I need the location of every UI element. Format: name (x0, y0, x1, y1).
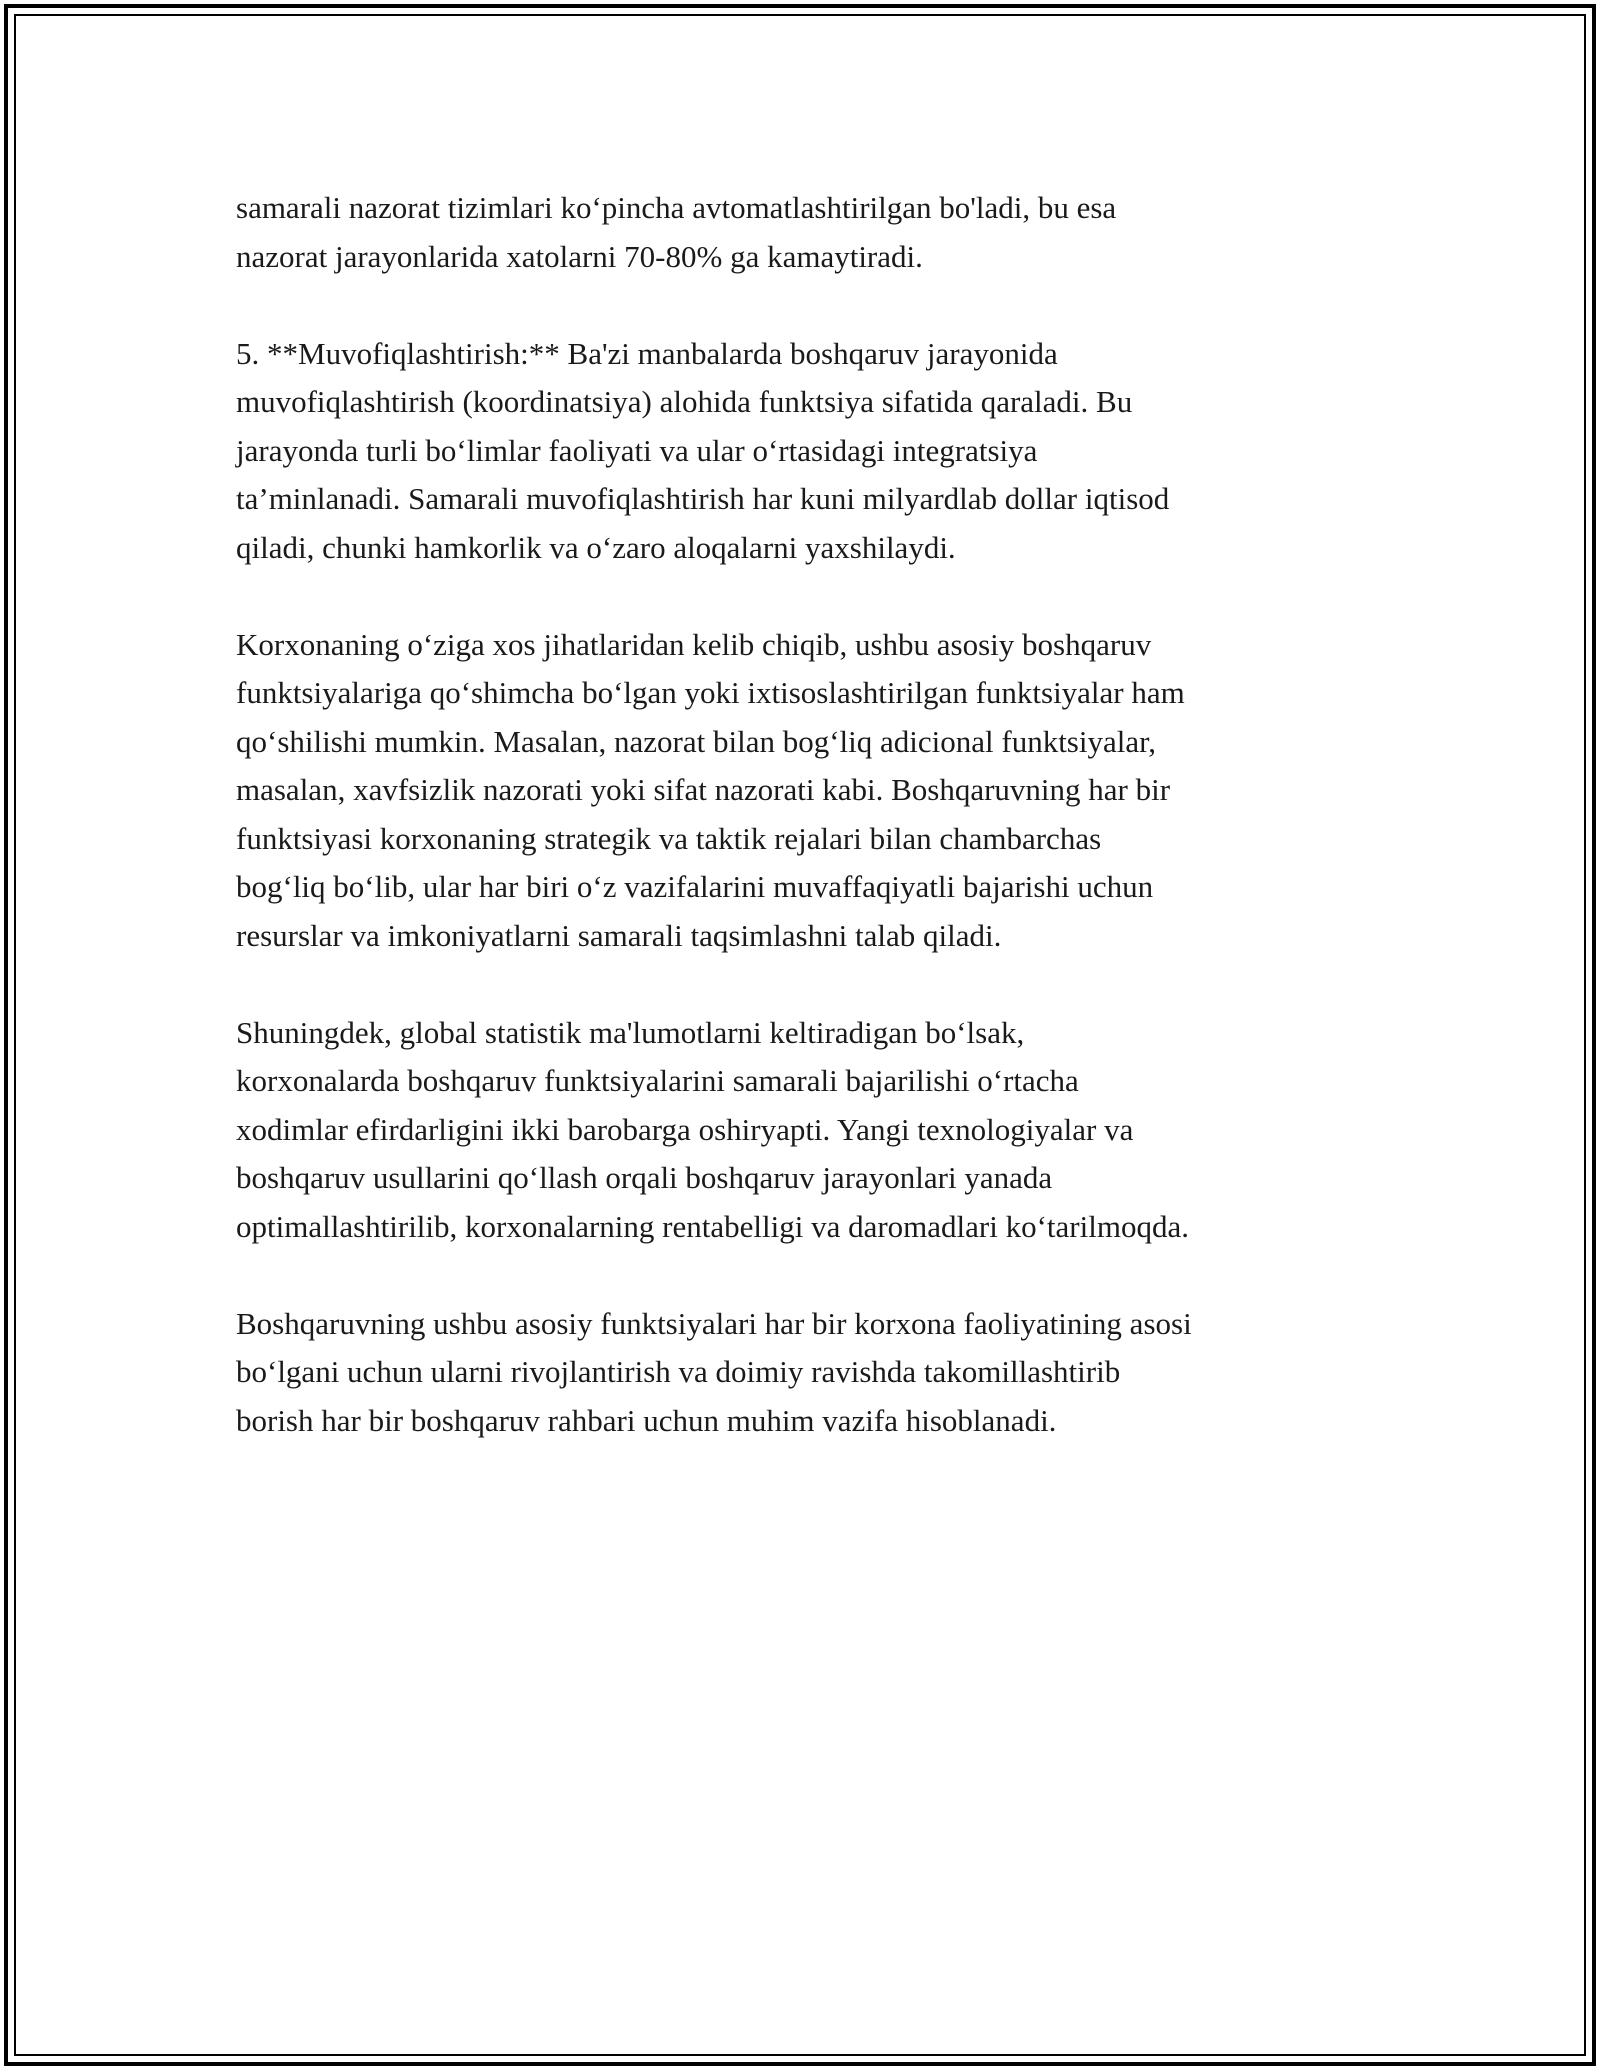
text-line: Shuningdek, global statistik ma'lumotlarni keltiradigan boʻlsak, (236, 1014, 1025, 1050)
text-line: qiladi, chunki hamkorlik va oʻzaro aloqalarni yaxshilaydi. (236, 529, 956, 565)
text-line: funktsiyasi korxonaning strategik va taktik rejalari bilan chambarchas (236, 820, 1102, 856)
paragraph-control-systems (236, 184, 1376, 281)
text-line: qoʻshilishi mumkin. Masalan, nazorat bilan bogʻliq adicional funktsiyalar, (236, 723, 1156, 759)
text-line: borish har bir boshqaruv rahbari uchun muhim vazifa hisoblanadi. (236, 1402, 1057, 1438)
paragraph-global-statistics (236, 1009, 1376, 1252)
text-line: ta’minlanadi. Samarali muvofiqlashtirish har kuni milyardlab dollar iqtisod (236, 481, 1170, 516)
paragraph-additional-functions (236, 621, 1376, 961)
paragraph-coordination (236, 330, 1376, 573)
text-line: Boshqaruvning ushbu asosiy funktsiyalari har bir korxona faoliyatining asosi (236, 1305, 1192, 1341)
text-line: 5. **Muvofiqlashtirish:** Ba'zi manbalarda boshqaruv jarayonida (236, 335, 1058, 371)
text-line: funktsiyalariga qoʻshimcha boʻlgan yoki ixtisoslashtirilgan funktsiyalar ham (236, 675, 1185, 710)
text-line: masalan, xavfsizlik nazorati yoki sifat nazorati kabi. Boshqaruvning har bir (236, 772, 1171, 807)
text-line: resurslar va imkoniyatlarni samarali taqsimlashni talab qiladi. (236, 917, 1002, 953)
text-line: optimallashtirilib, korxonalarning rentabelligi va daromadlari koʻtarilmoqda. (236, 1208, 1189, 1244)
document-body (236, 184, 1376, 1445)
text-line: boʻlgani uchun ularni rivojlantirish va doimiy ravishda takomillashtirib (236, 1354, 1121, 1389)
text-line: boshqaruv usullarini qoʻllash orqali boshqaruv jarayonlari yanada (236, 1160, 1053, 1195)
text-line: Korxonaning oʻziga xos jihatlaridan kelib chiqib, ushbu asosiy boshqaruv (236, 626, 1152, 662)
text-line: bogʻliq boʻlib, ular har biri oʻz vazifalarini muvaffaqiyatli bajarishi uchun (236, 869, 1154, 904)
text-line: nazorat jarayonlarida xatolarni 70-80% ga kamaytiradi. (236, 238, 923, 274)
text-line: korxonalarda boshqaruv funktsiyalarini samarali bajarilishi oʻrtacha (236, 1063, 1079, 1098)
text-line: jarayonda turli boʻlimlar faoliyati va ular oʻrtasidagi integratsiya (236, 432, 1038, 468)
text-line: samarali nazorat tizimlari koʻpincha avtomatlashtirilgan bo'ladi, bu esa (236, 190, 1117, 225)
text-line: muvofiqlashtirish (koordinatsiya) alohida funktsiya sifatida qaraladi. Bu (236, 384, 1133, 419)
text-line: xodimlar efirdarligini ikki barobarga oshiryapti. Yangi texnologiyalar va (236, 1111, 1134, 1147)
paragraph-conclusion (236, 1300, 1376, 1446)
